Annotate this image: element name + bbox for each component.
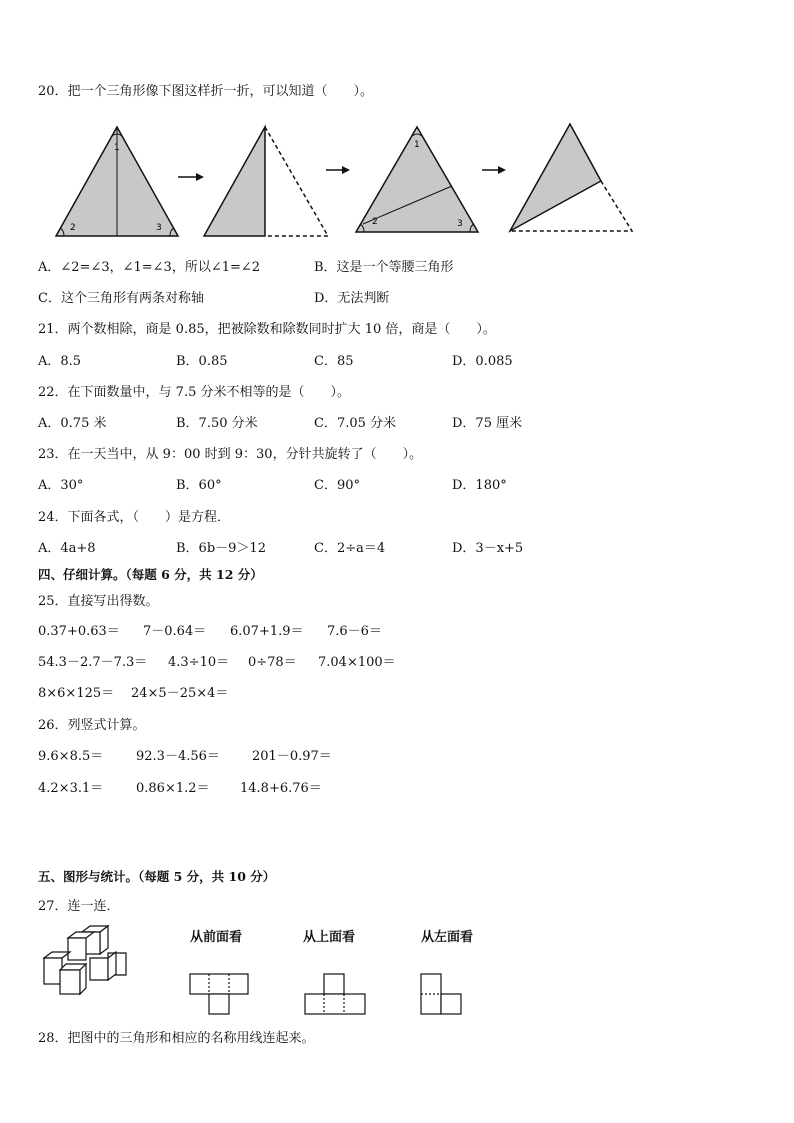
q22-option-a: A．0.75 米 (38, 416, 107, 431)
section-5-heading: 五、图形与统计。（每题 5 分，共 10 分） (38, 869, 276, 884)
calc-item: 0÷78＝ (248, 655, 297, 670)
q23-option-d: D．180° (452, 478, 507, 493)
q22-option-d: D．75 厘米 (452, 416, 523, 431)
q24-option-a: A．4a+8 (38, 541, 96, 556)
triangle-fold-figure (0, 118, 794, 258)
vertical-calc-item: 14.8+6.76＝ (240, 781, 322, 796)
q22-option-c: C．7.05 分米 (314, 416, 397, 431)
top-view-shape (305, 974, 365, 1014)
left-view-shape (421, 974, 461, 1014)
q22-question: 22．在下面数量中，与 7.5 分米不相等的是（ ）。 (38, 385, 350, 400)
calc-item: 7.04×100＝ (318, 655, 396, 670)
vertical-calc-item: 92.3－4.56＝ (136, 749, 220, 764)
section-4-heading: 四、仔细计算。（每题 6 分，共 12 分） (38, 567, 263, 582)
folded-triangle-2 (510, 124, 601, 231)
vertical-calc-item: 9.6×8.5＝ (38, 749, 104, 764)
q20-option-a: A．∠2=∠3，∠1=∠3，所以∠1=∠2 (38, 260, 261, 275)
angle-label-2: 2 (372, 217, 378, 227)
q27-question: 27．连一连． (38, 899, 120, 914)
q26-question: 26．列竖式计算。 (38, 718, 146, 733)
q21-option-c: C．85 (314, 354, 354, 369)
q24-option-c: C．2÷a＝4 (314, 541, 386, 556)
q24-option-d: D．3－x+5 (452, 541, 524, 556)
q23-option-c: C．90° (314, 478, 360, 493)
q21-option-d: D．0.085 (452, 354, 513, 369)
q21-question: 21．两个数相除，商是 0.85，把被除数和除数同时扩大 10 倍，商是（ ）。 (38, 322, 496, 337)
q21-option-a: A．8.5 (38, 354, 82, 369)
q20-option-b: B．这是一个等腰三角形 (314, 260, 454, 275)
vertical-calc-item: 4.2×3.1＝ (38, 781, 104, 796)
calc-item: 4.3÷10＝ (168, 655, 230, 670)
q25-question: 25．直接写出得数。 (38, 594, 159, 609)
calc-item: 7.6－6＝ (327, 624, 382, 639)
q28-question: 28．把图中的三角形和相应的名称用线连起来。 (38, 1031, 315, 1046)
q20-question: 20．把一个三角形像下图这样折一折，可以知道（ ）。 (38, 84, 374, 99)
calc-item: 0.37+0.63＝ (38, 624, 120, 639)
q23-option-a: A．30° (38, 478, 84, 493)
calc-item: 6.07+1.9＝ (230, 624, 304, 639)
q21-option-b: B．0.85 (176, 354, 228, 369)
view-label-front: 从前面看 (190, 930, 243, 945)
arrow-icon (498, 166, 506, 174)
calc-item: 8×6×125＝ (38, 686, 115, 701)
angle-label-1: 1 (414, 140, 420, 150)
vertical-calc-item: 0.86×1.2＝ (136, 781, 210, 796)
folded-triangle-1 (204, 127, 265, 236)
arrow-icon (196, 173, 204, 181)
arrow-icon (342, 166, 350, 174)
q23-option-b: B．60° (176, 478, 222, 493)
vertical-calc-item: 201－0.97＝ (252, 749, 332, 764)
q24-question: 24．下面各式，（ ）是方程． (38, 510, 231, 525)
angle-label-1: 1 (114, 143, 120, 153)
q20-option-c: C．这个三角形有两条对称轴 (38, 291, 204, 306)
q20-option-d: D．无法判断 (314, 291, 390, 306)
view-label-left: 从左面看 (421, 930, 474, 945)
cube-figure (0, 925, 794, 1035)
q23-question: 23．在一天当中，从 9：00 时到 9：30，分针共旋转了（ ）。 (38, 447, 423, 462)
angle-label-3: 3 (457, 219, 463, 229)
front-view-shape (190, 974, 248, 1014)
calc-item: 24×5－25×4＝ (131, 686, 229, 701)
calc-item: 54.3－2.7－7.3＝ (38, 655, 148, 670)
angle-label-2: 2 (70, 223, 76, 233)
q24-option-b: B．6b－9＞12 (176, 541, 266, 556)
view-label-top: 从上面看 (303, 930, 356, 945)
calc-item: 7－0.64＝ (143, 624, 207, 639)
q22-option-b: B．7.50 分米 (176, 416, 258, 431)
angle-label-3: 3 (156, 223, 162, 233)
